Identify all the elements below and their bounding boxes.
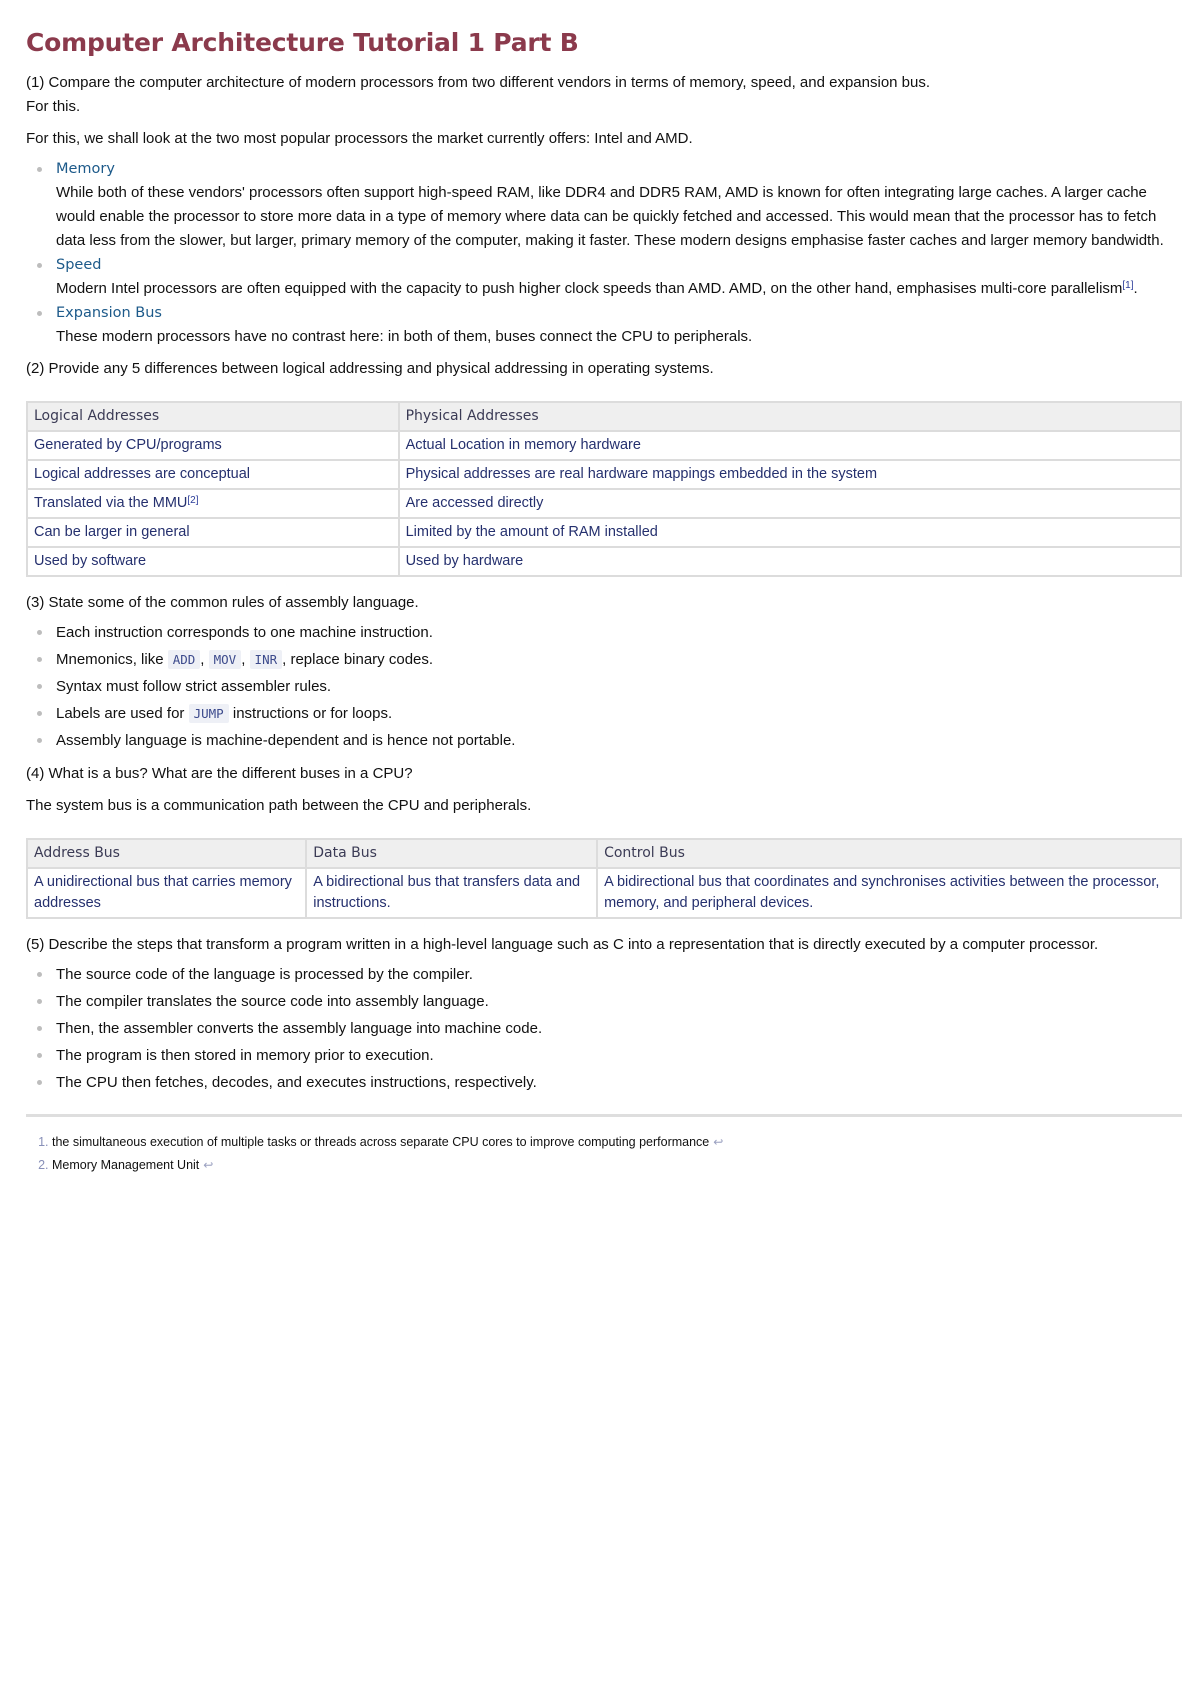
code-jump: JUMP	[189, 704, 229, 723]
expansion-bus-description: These modern processors have no contrast here: in both of them, buses connect the CPU to peripherals.	[56, 328, 753, 345]
table-cell: A unidirectional bus that carries memory addresses	[27, 868, 306, 918]
return-arrow-icon[interactable]: ↩	[203, 1158, 214, 1172]
list-item: Assembly language is machine-dependent and is hence not portable.	[26, 727, 1182, 754]
addressing-table	[26, 401, 1182, 577]
table-cell: Used by software	[27, 547, 399, 576]
code-add: ADD	[168, 650, 201, 669]
footnote-ref-2[interactable]: [2]	[187, 495, 199, 506]
column-header: Control Bus	[597, 839, 1181, 868]
term-memory: Memory	[56, 161, 115, 177]
list-item	[26, 157, 1182, 253]
table-row	[27, 431, 1181, 460]
bus-table	[26, 838, 1182, 919]
table-cell: Can be larger in general	[27, 518, 399, 547]
question-3: (3) State some of the common rules of assembly language.	[26, 594, 419, 611]
return-arrow-icon[interactable]: ↩	[713, 1135, 724, 1149]
list-item: The CPU then fetches, decodes, and executes instructions, respectively.	[26, 1069, 1182, 1096]
footnote-1: 1. the simultaneous execution of multiple tasks or threads across separate CPU cores to improve computing performance ↩	[52, 1131, 1182, 1154]
column-header: Data Bus	[306, 839, 597, 868]
table-cell: Logical addresses are conceptual	[27, 460, 399, 489]
column-header: Logical Addresses	[27, 402, 399, 431]
table-row	[27, 547, 1181, 576]
list-item: Speed Modern Intel processors are often equipped with the capacity to push higher clock speeds than AMD. AMD, on the other hand, emphasises multi-core parallelism[1].	[26, 253, 1182, 301]
list-item: Then, the assembler converts the assembly language into machine code.	[26, 1015, 1182, 1042]
list-item: The compiler translates the source code into assembly language.	[26, 988, 1182, 1015]
list-item: Each instruction corresponds to one machine instruction.	[26, 619, 1182, 646]
column-header: Address Bus	[27, 839, 306, 868]
q1-intro: For this, we shall look at the two most popular processors the market currently offers: Intel and AMD.	[26, 130, 693, 147]
table-cell: A bidirectional bus that transfers data and instructions.	[306, 868, 597, 918]
table-cell: Translated via the MMU[2]	[27, 489, 399, 518]
vendor-comparison-list	[26, 157, 1182, 349]
footnotes	[26, 1131, 1182, 1177]
footnote-2: 2. Memory Management Unit ↩	[52, 1154, 1182, 1177]
term-expansion-bus: Expansion Bus	[56, 305, 162, 321]
table-cell: Actual Location in memory hardware	[399, 431, 1181, 460]
table-cell: Physical addresses are real hardware mappings embedded in the system	[399, 460, 1181, 489]
document	[26, 22, 1182, 1177]
list-item: Syntax must follow strict assembler rules.	[26, 673, 1182, 700]
memory-description: While both of these vendors' processors often support high-speed RAM, like DDR4 and DDR5 RAM, AMD is known for often integrating large caches. A larger cache would enable the processor to store more data in a type of memory where data can be quickly fetched and accessed. This would mean that the processor has to fetch data less from the slower, but larger, primary memory of the computer, making it faster. These modern designs emphasise faster caches and larger memory bandwidth.	[56, 184, 1164, 249]
q1-for-this: For this.	[26, 98, 81, 115]
code-mov: MOV	[209, 650, 242, 669]
list-item: Mnemonics, like ADD , MOV , INR , replace binary codes.	[26, 646, 1182, 673]
footnote-ref-1[interactable]: [1]	[1122, 280, 1134, 291]
table-row	[27, 460, 1181, 489]
q4-answer: The system bus is a communication path between the CPU and peripherals.	[26, 797, 532, 814]
column-header: Physical Addresses	[399, 402, 1181, 431]
table-cell: A bidirectional bus that coordinates and synchronises activities between the processor, memory, and peripheral devices.	[597, 868, 1181, 918]
table-cell: Generated by CPU/programs	[27, 431, 399, 460]
page-title: Computer Architecture Tutorial 1 Part B	[26, 28, 579, 57]
assembly-rules-list	[26, 619, 1182, 754]
compilation-steps-list	[26, 961, 1182, 1096]
speed-description: Modern Intel processors are often equipped with the capacity to push higher clock speeds than AMD. AMD, on the other hand, emphasises multi-core parallelism	[56, 280, 1123, 297]
list-item: The program is then stored in memory prior to execution.	[26, 1042, 1182, 1069]
question-4: (4) What is a bus? What are the different buses in a CPU?	[26, 765, 413, 782]
table-row	[27, 489, 1181, 518]
question-5: (5) Describe the steps that transform a program written in a high-level language such as C into a representation that is directly executed by a computer processor.	[26, 936, 1099, 953]
table-row	[27, 518, 1181, 547]
question-2: (2) Provide any 5 differences between logical addressing and physical addressing in operating systems.	[26, 360, 714, 377]
table-cell: Are accessed directly	[399, 489, 1181, 518]
footnote-divider	[26, 1114, 1182, 1117]
list-item	[26, 301, 1182, 349]
term-speed: Speed	[56, 257, 102, 273]
table-cell: Used by hardware	[399, 547, 1181, 576]
list-item: The source code of the language is processed by the compiler.	[26, 961, 1182, 988]
question-1: (1) Compare the computer architecture of modern processors from two different vendors in terms of memory, speed, and expansion bus.	[26, 74, 931, 91]
list-item: Labels are used for JUMP instructions or for loops.	[26, 700, 1182, 727]
table-row	[27, 868, 1181, 918]
code-inr: INR	[250, 650, 283, 669]
table-cell: Limited by the amount of RAM installed	[399, 518, 1181, 547]
